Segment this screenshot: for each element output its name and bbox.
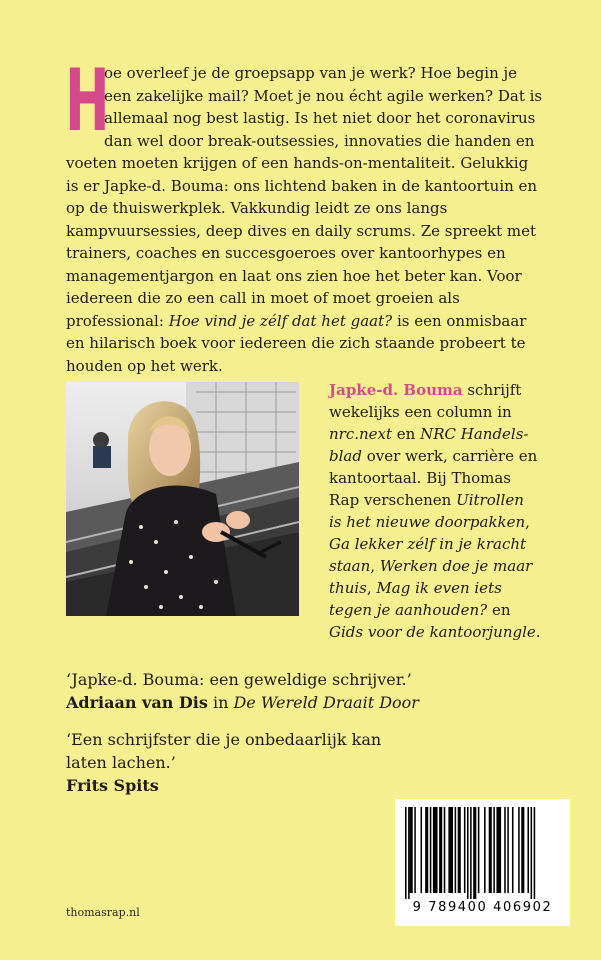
drop-cap-letter: H <box>65 51 110 151</box>
barcode-bar <box>531 807 533 899</box>
barcode-bar <box>405 807 407 899</box>
blurb-text: oe overleef je de groepsapp van je werk? Hoe begin je een zakelijke mail? Moet je nou écht agile werken? Dat is allemaal nog best lastig. Is het niet door het coronavirus dan wel door break-outsessies, innovaties die handen en voeten moeten krijgen of een hands-on-mentaliteit. Gelukkig is er Japke-d. Bouma: ons lichtend baken in de kantoortuin en op de thuiswerkplek. Vakkundig leidt ze ons langs kampvuursessies, deep dives en daily scrums. Ze spreekt met trainers, coaches en succesgoeroes over kantoorhypes en managementjargon en laat ons zien hoe het beter kan. Voor iedereen die zo een call in moet of moet groeien als professional: Hoe vind je zélf dat het gaat? is een onmisbaar en hilarisch boek voor iedereen die zich staande probeert te houden op het werk. <box>66 64 543 375</box>
quote-1 <box>66 668 486 714</box>
review-quotes <box>66 668 486 811</box>
barcode-bar <box>478 807 480 893</box>
barcode-bar <box>430 807 432 893</box>
barcode-bar <box>512 807 514 893</box>
barcode-bar <box>433 807 438 893</box>
author-bio-text: schrijft wekelijks een column in nrc.next en NRC Handels-blad over werk, carrière en kantoortaal. Bij Thomas Rap verschenen Uitrollen is het nieuwe doorpakken, Ga lekker zélf in je kracht staan, Werken doe je maar thuis, Mag ik even iets tegen je aanhouden? en Gids voor de kantoorjungle. <box>329 381 541 641</box>
barcode-bar <box>410 807 413 893</box>
barcode-bars <box>403 807 562 899</box>
barcode-bar <box>507 807 509 893</box>
barcode-bar <box>448 807 453 893</box>
barcode-bar <box>458 807 461 893</box>
quote-text: ‘Japke-d. Bouma: een geweldige schrijver.’ <box>66 670 412 689</box>
quote-author: Frits Spits <box>66 776 159 795</box>
barcode-bar <box>496 807 501 893</box>
barcode-bar <box>518 807 520 893</box>
quote-attribution <box>66 691 486 714</box>
back-cover-blurb <box>65 51 544 377</box>
barcode-bar <box>527 807 529 893</box>
barcode-bar <box>521 807 524 893</box>
quote-attribution <box>66 774 486 797</box>
quote-2 <box>66 728 486 797</box>
quote-text: ‘Een schrijfster die je onbedaarlijk kan laten lachen.’ <box>66 730 382 772</box>
barcode-bar <box>504 807 506 893</box>
barcode-bar <box>467 807 469 899</box>
barcode-bar <box>414 807 416 893</box>
barcode-bar <box>408 807 410 899</box>
barcode-bar <box>534 807 536 899</box>
barcode-bar <box>455 807 457 893</box>
barcode-bar <box>425 807 428 893</box>
author-photo <box>66 382 299 616</box>
quote-connector: in <box>207 693 234 712</box>
barcode-bar <box>473 807 476 899</box>
barcode-bar <box>484 807 486 893</box>
barcode-bar <box>421 807 423 893</box>
barcode-bar <box>489 807 492 893</box>
quote-source-title: De Wereld Draait Door <box>233 693 419 712</box>
author-bio <box>329 379 541 643</box>
barcode-bar <box>444 807 446 893</box>
isbn-barcode <box>395 799 570 926</box>
quote-author: Adriaan van Dis <box>66 693 208 712</box>
isbn-number: 9 789400 406902 <box>412 900 553 915</box>
barcode-bar <box>470 807 472 899</box>
publisher-website[interactable]: thomasrap.nl <box>66 906 140 919</box>
author-name: Japke-d. Bouma <box>329 381 463 399</box>
barcode-bar <box>439 807 442 893</box>
barcode-bar <box>464 807 466 893</box>
barcode-bar <box>493 807 495 893</box>
